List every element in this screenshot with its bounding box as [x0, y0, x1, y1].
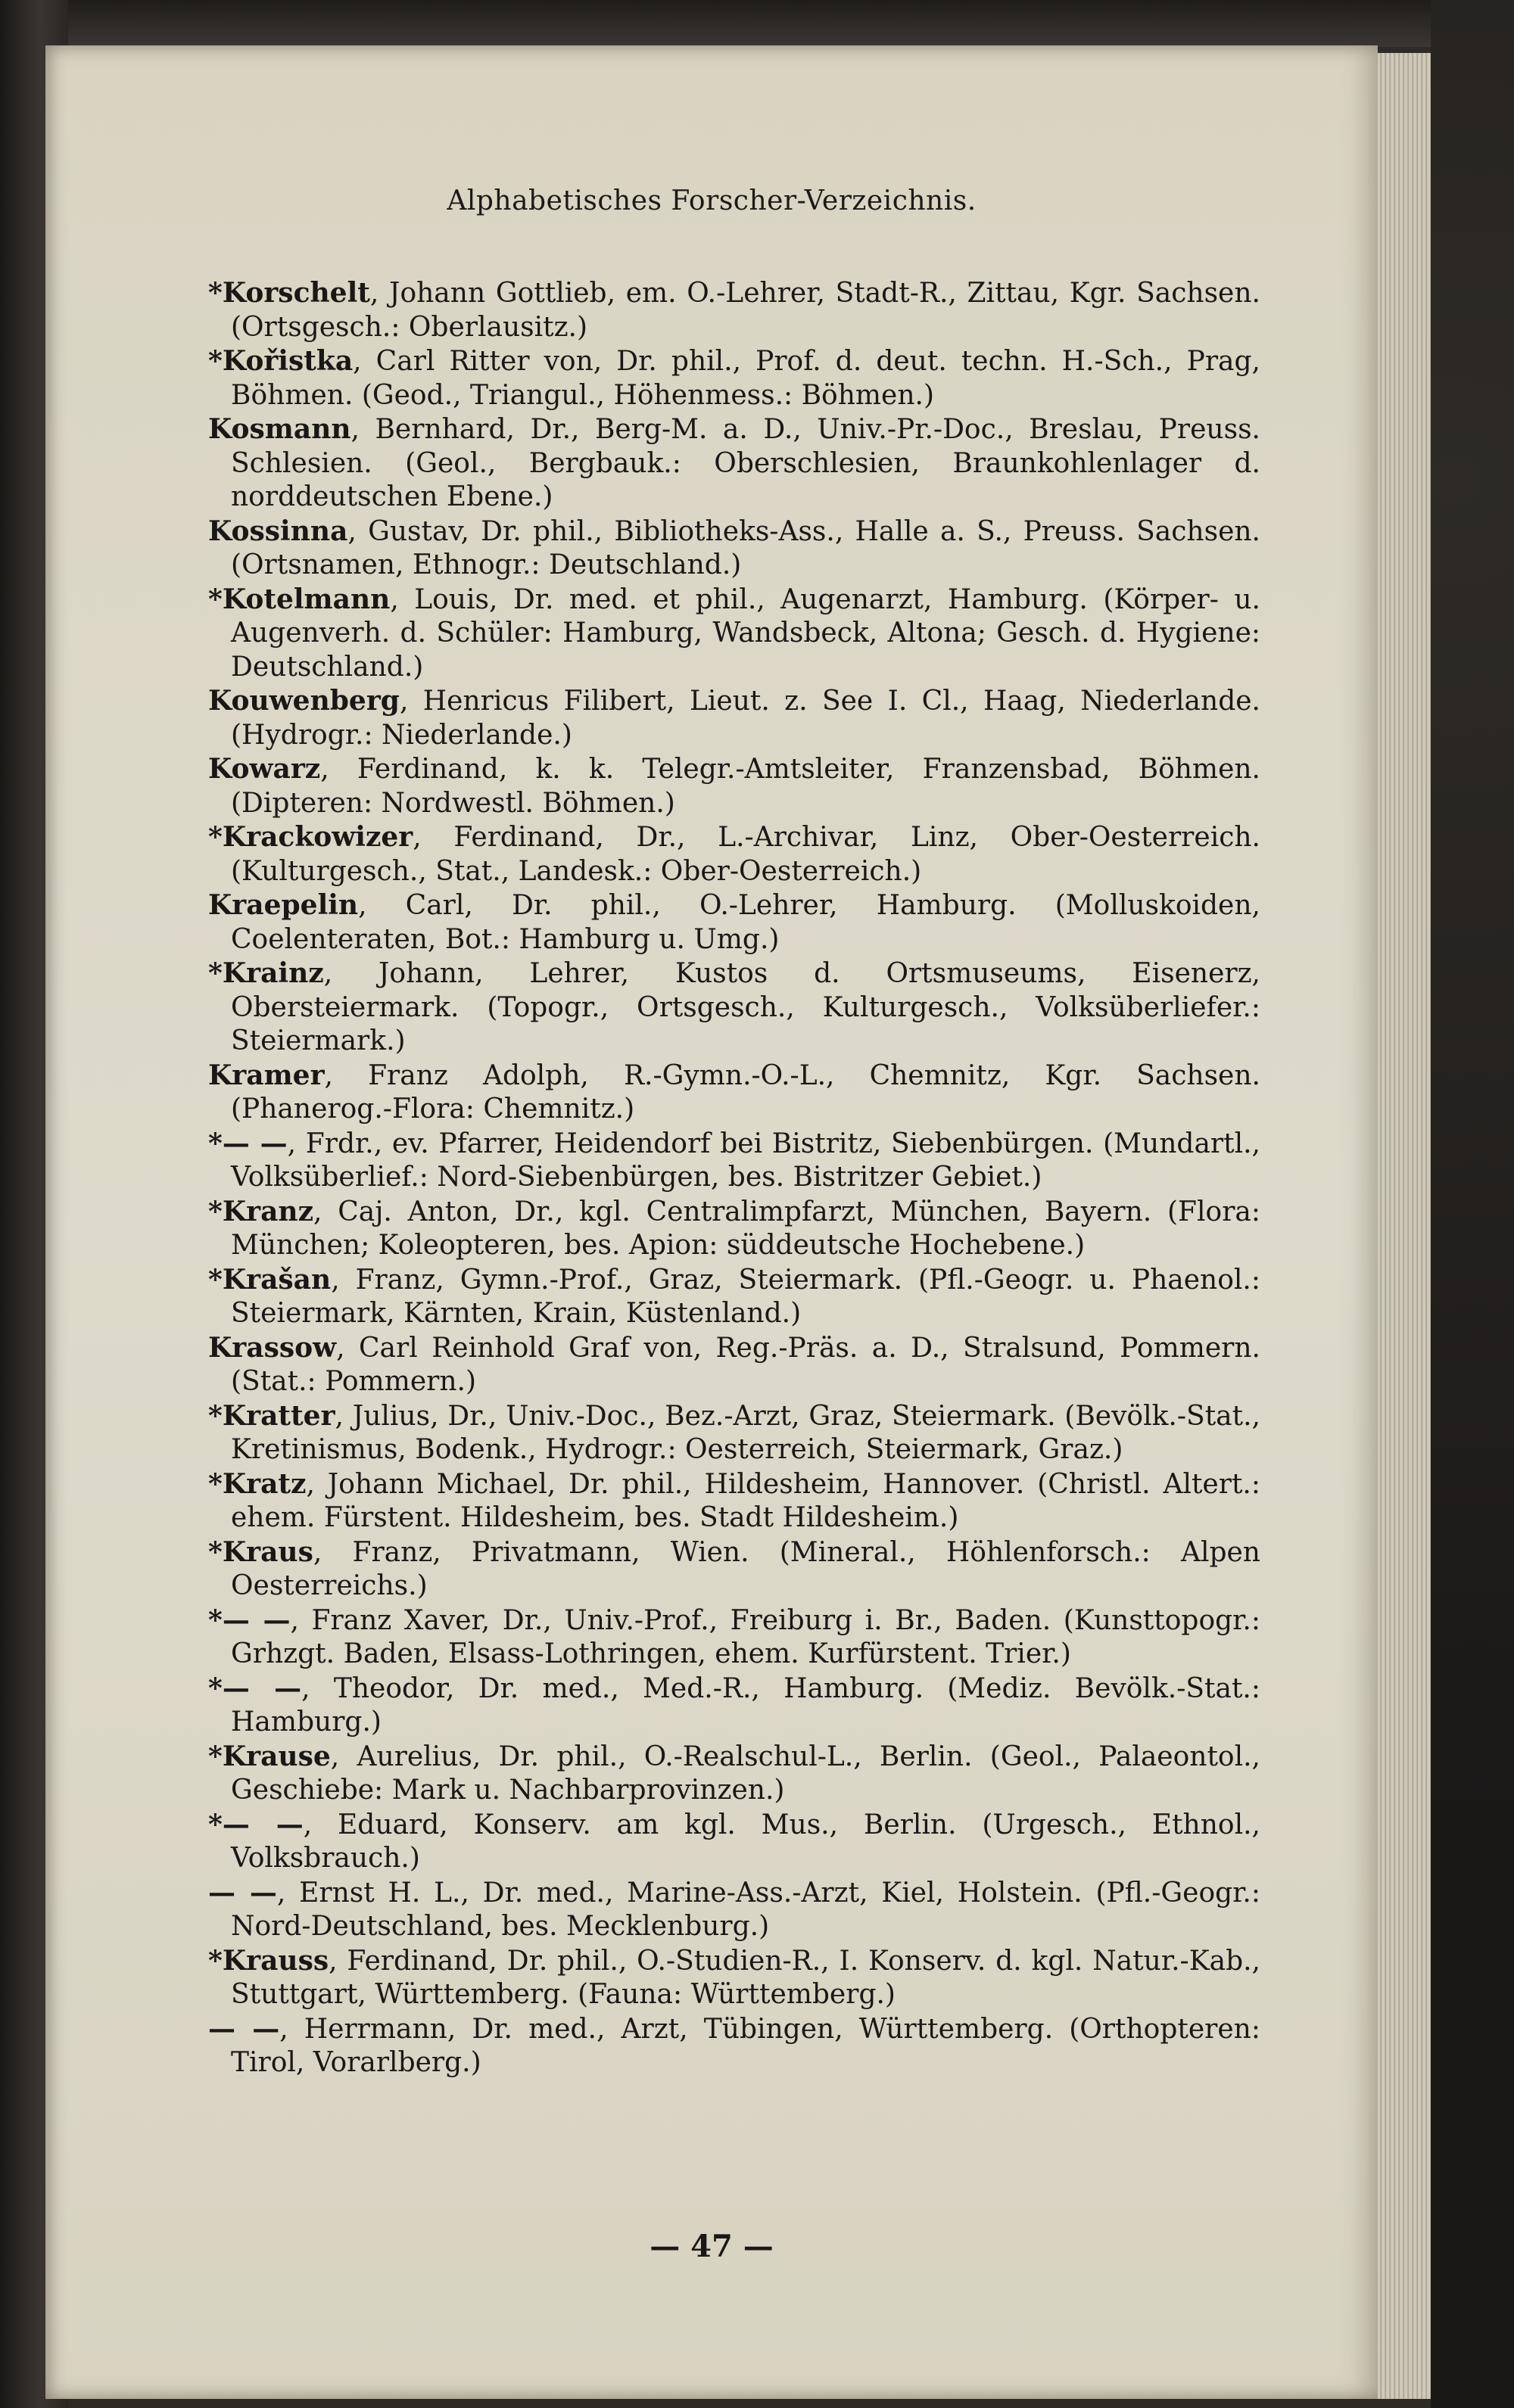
researcher-details: , Louis, Dr. med. et phil., Augenarzt, Hamburg. (Körper- u. Augenverh. d. Schüler: Hamburg, Wandsbeck, Altona; Gesch. d. Hygiene: Deutschland.) [231, 583, 1260, 683]
book-cover-right [1431, 0, 1514, 2408]
list-item [208, 1944, 1260, 2012]
researcher-details: , Ferdinand, Dr., L.-Archivar, Linz, Ober-Oesterreich. (Kulturgesch., Stat., Landesk.: Ober-Oesterreich.) [231, 822, 1260, 887]
researcher-name: *Krackowizer [208, 821, 413, 853]
researcher-details: , Franz Xaver, Dr., Univ.-Prof., Freiburg i. Br., Baden. (Kunsttopogr.: Grhzgt. Baden, Elsass-Lothringen, ehem. Kurfürstent. Trier.) [231, 1604, 1260, 1669]
researcher-details: , Bernhard, Dr., Berg-M. a. D., Univ.-Pr.-Doc., Breslau, Preuss. Schlesien. (Geol., Bergbauk.: Oberschlesien, Braunkohlenlager d. norddeutschen Ebene.) [231, 414, 1260, 512]
book-page [45, 45, 1378, 2399]
researcher-details: , Carl Reinhold Graf von, Reg.-Präs. a. D., Stralsund, Pommern. (Stat.: Pommern.) [231, 1332, 1260, 1397]
researcher-name: Kowarz [208, 753, 321, 785]
researcher-details: , Johann Gottlieb, em. O.-Lehrer, Stadt-R., Zittau, Kgr. Sachsen. (Ortsgesch.: Oberlausitz.) [231, 278, 1260, 343]
researcher-details: , Carl Ritter von, Dr. phil., Prof. d. deut. techn. H.-Sch., Prag, Böhmen. (Geod., Triangul., Höhenmess.: Böhmen.) [231, 346, 1260, 411]
list-item [208, 1808, 1260, 1876]
list-item [208, 1263, 1260, 1331]
researcher-name: — — [208, 1876, 277, 1909]
researcher-details: , Ernst H. L., Dr. med., Marine-Ass.-Arzt, Kiel, Holstein. (Pfl.-Geogr.: Nord-Deutschland, bes. Mecklenburg.) [231, 1877, 1260, 1942]
page-edges [1378, 53, 1431, 2399]
book-cover-top [0, 0, 1514, 47]
list-item [208, 752, 1260, 820]
list-item [208, 1740, 1260, 1808]
researcher-name: *Krauss [208, 1944, 329, 1977]
list-item [208, 412, 1260, 515]
researcher-name: *Krašan [208, 1263, 332, 1296]
researcher-name: *Kořistka [208, 345, 354, 377]
researcher-name: Kosmann [208, 413, 351, 445]
researcher-details: , Johann, Lehrer, Kustos d. Ortsmuseums, Eisenerz, Obersteiermark. (Topogr., Ortsgesch., Kulturgesch., Volksüberliefer.: Steiermark.) [231, 958, 1260, 1056]
researcher-details: , Eduard, Konserv. am kgl. Mus., Berlin. (Urgesch., Ethnol., Volksbrauch.) [231, 1809, 1261, 1874]
researcher-details: , Carl, Dr. phil., O.-Lehrer, Hamburg. (Molluskoiden, Coelenteraten, Bot.: Hamburg u. Umg.) [231, 890, 1260, 955]
researcher-details: , Frdr., ev. Pfarrer, Heidendorf bei Bistritz, Siebenbürgen. (Mundartl., Volksüberlief.: Nord-Siebenbürgen, bes. Bistritzer Gebiet.) [231, 1128, 1260, 1193]
list-item [208, 583, 1260, 685]
researcher-details: , Franz, Gymn.-Prof., Graz, Steiermark. (Pfl.-Geogr. u. Phaenol.: Steiermark, Kärnten, Krain, Küstenland.) [231, 1264, 1260, 1329]
researcher-name: *Kotelmann [208, 583, 391, 615]
page-number: — 47 — [650, 2229, 774, 2264]
researcher-name: *— — [208, 1672, 302, 1704]
researcher-details: , Ferdinand, k. k. Telegr.-Amtsleiter, Franzensbad, Böhmen. (Dipteren: Nordwestl. Böhmen.) [231, 754, 1260, 819]
researcher-details: , Herrmann, Dr. med., Arzt, Tübingen, Württemberg. (Orthopteren: Tirol, Vorarlberg.) [231, 2013, 1260, 2078]
list-item [208, 684, 1260, 752]
list-item [208, 1604, 1260, 1672]
researcher-details: , Henricus Filibert, Lieut. z. See I. Cl., Haag, Niederlande. (Hydrogr.: Niederlande.) [231, 686, 1260, 751]
researcher-details: , Caj. Anton, Dr., kgl. Centralimpfarzt, München, Bayern. (Flora: München; Koleopteren, bes. Apion: süddeutsche Hochebene.) [231, 1196, 1260, 1261]
list-item [208, 2012, 1260, 2080]
list-item [208, 276, 1260, 344]
researcher-name: *Kraus [208, 1535, 313, 1568]
researcher-details: , Aurelius, Dr. phil., O.-Realschul-L., Berlin. (Geol., Palaeontol., Geschiebe: Mark u. Nachbarprovinzen.) [231, 1741, 1260, 1806]
researcher-name: *Kranz [208, 1195, 314, 1227]
researcher-name: *Kratz [208, 1467, 307, 1500]
researcher-details: , Julius, Dr., Univ.-Doc., Bez.-Arzt, Graz, Steiermark. (Bevölk.-Stat., Kretinismus, Bodenk., Hydrogr.: Oesterreich, Steiermark, Graz.) [231, 1400, 1260, 1465]
list-item [208, 1331, 1260, 1399]
list-item [208, 1195, 1260, 1263]
researcher-details: , Franz Adolph, R.-Gymn.-O.-L., Chemnitz, Kgr. Sachsen. (Phanerog.-Flora: Chemnitz.) [231, 1059, 1260, 1125]
researcher-name: *Korschelt [208, 277, 370, 309]
list-item [208, 888, 1260, 957]
researcher-name: Kouwenberg [208, 685, 400, 717]
researcher-name: Kossinna [208, 515, 348, 547]
researcher-name: *Krause [208, 1740, 331, 1772]
list-item [208, 1535, 1260, 1604]
researcher-name: *— — [208, 1808, 304, 1840]
researcher-name: — — [208, 2012, 280, 2045]
researcher-details: , Theodor, Dr. med., Med.-R., Hamburg. (Mediz. Bevölk.-Stat.: Hamburg.) [231, 1672, 1261, 1738]
list-item [208, 1127, 1260, 1195]
researcher-name: Kraepelin [208, 889, 359, 921]
list-item [208, 820, 1260, 888]
list-item [208, 1059, 1260, 1127]
list-item [208, 1672, 1260, 1740]
researcher-name: Kramer [208, 1059, 325, 1091]
researcher-name: *— — [208, 1604, 291, 1636]
list-item [208, 515, 1260, 583]
researcher-details: , Johann Michael, Dr. phil., Hildesheim, Hannover. (Christl. Altert.: ehem. Fürstent. Hildesheim, bes. Stadt Hildesheim.) [231, 1468, 1260, 1533]
list-item [208, 1467, 1260, 1535]
researcher-name: *Krainz [208, 957, 324, 989]
list-item [208, 1399, 1260, 1467]
list-item [208, 957, 1260, 1059]
list-item [208, 1876, 1260, 1944]
researcher-name: *Kratter [208, 1399, 335, 1432]
entry-list [208, 276, 1260, 2080]
researcher-name: *— — [208, 1127, 288, 1159]
list-item [208, 344, 1260, 412]
researcher-details: , Franz, Privatmann, Wien. (Mineral., Höhlenforsch.: Alpen Oesterreichs.) [231, 1536, 1260, 1601]
researcher-details: , Gustav, Dr. phil., Bibliotheks-Ass., Halle a. S., Preuss. Sachsen. (Ortsnamen, Ethnogr.: Deutschland.) [231, 515, 1260, 580]
researcher-name: Krassow [208, 1331, 337, 1364]
researcher-details: , Ferdinand, Dr. phil., O.-Studien-R., I. Konserv. d. kgl. Natur.-Kab., Stuttgart, Württemberg. (Fauna: Württemberg.) [231, 1945, 1260, 2010]
page-header: Alphabetisches Forscher-Verzeichnis. [447, 185, 977, 216]
